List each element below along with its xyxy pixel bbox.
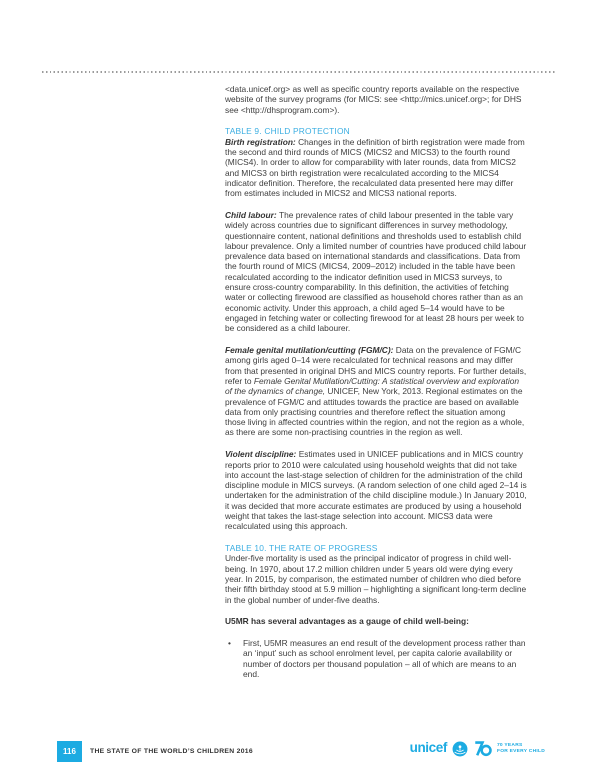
text-run: Child labour: [225, 209, 279, 220]
intro-paragraph [225, 84, 528, 115]
unicef-globe-icon [452, 741, 468, 757]
under-five-mortality-paragraph [225, 553, 528, 604]
text-run: Estimates used in UNICEF publications and in MICS country reports prior to 2010 were calculated using household weights that did not take into account the last-stage selection of children for the administration of the child discipline module in MICS surveys. (A random selection of one child aged 2–14 is undertaken for the administration of the child discipline module.) In January 2010, it was decided that more accurate estimates are produced by using a household weight that takes the last-stage selection into account. MICS3 data were recalculated using this approach. [225, 449, 527, 532]
fgmc-paragraph [225, 345, 528, 438]
table-10-heading [225, 543, 528, 553]
text-run: TABLE 10. THE RATE OF PROGRESS [225, 543, 378, 554]
text-run: Data on the prevalence of FGM/C among girls aged 0–14 were recalculated for technical reasons and may differ from that presented in original DHS and MICS country reports. For further details, refer to [225, 345, 527, 386]
unicef-70-years-label [497, 743, 545, 754]
text-run: U5MR has several advantages as a gauge of child well-being: [225, 616, 469, 627]
page-footer [0, 738, 600, 768]
text-run: Female Genital Mutilation/Cutting: A statistical overview and exploration of the dynamics of change, [225, 375, 520, 397]
bullet-icon: • [228, 638, 231, 649]
page-number-badge: 116 [57, 741, 82, 762]
anniversary-line2: FOR EVERY CHILD [496, 748, 545, 754]
text-run: First, U5MR measures an end result of the development process rather than an ‘input’ such as school enrolment level, per capita calorie availability or number of doctors per thousand population – all of which are means to an end. [243, 638, 526, 680]
report-title: THE STATE OF THE WORLD’S CHILDREN 2016 [90, 748, 253, 755]
text-run: TABLE 9. CHILD PROTECTION [225, 126, 350, 137]
dotted-divider [42, 71, 557, 73]
bullet-text [243, 638, 528, 679]
text-run: The prevalence rates of child labour presented in the table vary widely across countries due to significant differences in survey methodology, questionnaire content, national definitions and thresholds used to establish child labour prevalence. Only a limited number of countries have produced child labour prevalence data based on international standards and classifications. Data from the fourth round of MICS (MICS4, 2009–2012) included in the table have been recalculated according to the indicator definition used in MICS3 surveys, to ensure cross-country comparability. In this definition, the activities of fetching water or collecting firewood are classified as household chores rather than as an economic activity. Under this approach, a child aged 5–14 would have to be engaged in fetching water or collecting firewood for at least 28 hours per week to be considered as a child labourer. [225, 209, 527, 334]
text-run: Violent discipline: [225, 449, 299, 460]
u5mr-advantages-subhead [225, 616, 528, 626]
text-run: Birth registration: [225, 136, 299, 147]
content-column [225, 84, 528, 691]
unicef-70-icon [473, 740, 492, 757]
footer-logos [410, 740, 545, 757]
text-run: Female genital mutilation/cutting (FGM/C): [225, 345, 396, 356]
u5mr-first-bullet [225, 638, 528, 679]
text-run: Under-five mortality is used as the principal indicator of progress in child well-being. In 1970, about 17.2 million children under 5 years old were dying every year. In 2015, by comparison, the estimated number of children who died before their fifth birthday stood at 5.9 million – highlighting a significant long-term decline in the global number of under-five deaths. [225, 553, 527, 605]
table-9-heading [225, 126, 528, 136]
violent-discipline-paragraph [225, 449, 528, 531]
unicef-wordmark: unicef [409, 740, 447, 755]
anniversary-line1: 70 YEARS [496, 742, 523, 748]
child-labour-paragraph [225, 210, 528, 334]
birth-registration-paragraph [225, 137, 528, 199]
text-run: Changes in the definition of birth registration were made from the second and third rounds of MICS (MICS2 and MICS3) to the fourth round (MICS4). In order to allow for comparability with later rounds, data from MICS2 and MICS3 on birth registration were recalculated according to the MICS4 indicator definition. Therefore, the recalculated data presented here may differ from estimates included in MICS2 and MICS3 national reports. [225, 136, 525, 199]
text-run: <data.unicef.org> as well as specific country reports available on the respective website of the survey programs (for MICS: see <http://mics.unicef.org>; for DHS see <http://dhsprogram.com>). [225, 84, 522, 115]
text-run: UNICEF, New York, 2013. Regional estimates on the prevalence of FGM/C and attitudes towards the practice are based on available data from only practising countries and therefore reflect the situation among those living in affected countries within the region, and not the region as a whole, as there are some non-practising countries in the region as well. [225, 386, 525, 438]
